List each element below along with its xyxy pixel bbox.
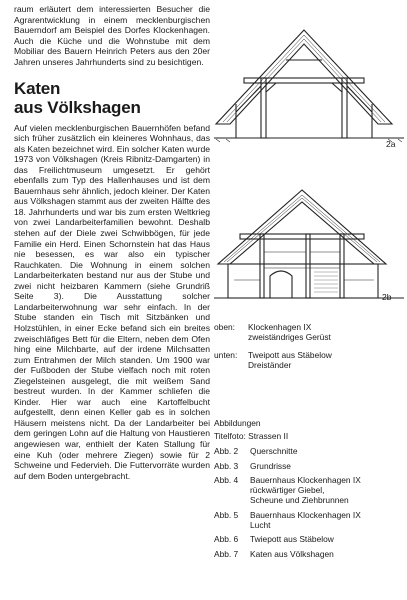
- caption-top-text: Klockenhagen IX zweiständriges Gerüst: [248, 322, 331, 342]
- caption-top: [214, 322, 404, 342]
- list-item: Abb. 4 Bauernhaus Klockenhagen IX rückwärtiger Giebel, Scheune und Ziehbrunnen: [214, 475, 361, 505]
- right-column: [214, 0, 404, 600]
- heading-line-1: Katen: [14, 78, 61, 98]
- list-item: Abb. 2 Querschnitte: [214, 445, 298, 456]
- heading-line-2: aus Völkshagen: [14, 97, 141, 117]
- caption-bottom-key: unten:: [214, 350, 238, 360]
- list-item: Abb. 6 Twiepott aus Stäbelow: [214, 534, 334, 545]
- abbildungen-titelfoto: Titelfoto: Strassen II: [214, 431, 289, 441]
- abbildungen-list: [214, 432, 404, 565]
- caption-bottom: [214, 350, 404, 370]
- figure-2b-label: 2b: [382, 292, 392, 302]
- figure-captions: [214, 322, 404, 372]
- section-heading: [14, 79, 210, 117]
- caption-top-key: oben:: [214, 322, 235, 332]
- figure-2a: [214, 26, 404, 149]
- intro-paragraph: raum erläutert dem interessierten Besucher die Agrarentwicklung in einem mecklenburgischen Bauerndorf am Beispiel des Dorfes Klockenhagen. Auch die Küche und die Wohnstube mit dem Mobiliar des Bauern Heinrich Peters aus den 20er Jahren unseres Jahrhunderts sind zu besichtigen.: [14, 4, 210, 67]
- left-column: [14, 4, 210, 481]
- caption-bottom-text: Tweipott aus Stäbelow Dreiständer: [248, 350, 332, 370]
- body-paragraph: Auf vielen mecklenburgischen Bauernhöfen befand sich früher zusätzlich ein kleineres Wohnhaus, das als Katen bezeichnet wird. Ein solcher Katen wurde 1973 von Völkshagen (Kreis Ribnitz-Damgarten) in das Freilichtmuseum umgesetzt. Er gehört ebenfalls zum Typ des Hallenhauses und ist dem Bauernhaus sehr ähnlich, jedoch kleiner. Der Katen aus Völkshagen stammt aus der zweiten Hälfte des 18. Jahrhunderts und war bis zum ersten Weltkrieg von zwei Landarbeiterfamilien bewohnt. Deshalb stehen auf der Diele zwei Schwibbögen, für jede Familie ein Herd. Einen Schornstein hat das Haus nie besessen, es war also ein typischer Rauchkaten. Die Wohnung in einem solchen Landarbeiterkaten bestand nur aus der Stube und zwei nicht heizbaren Kammern (siehe Grundriß Seite 3). Die Ausstattung solcher Landarbeiterwohnung war sehr einfach. In der Stube standen ein Tisch mit Sitzbänken und Holzstühlen, in einer Ecke befand sich ein breites zweischläfiges Bett für die Eltern, neben dem Ofen hing eine Milchbarte, auf der irdene Milchsatten zum Entrahmen der Milch standen. Um 1900 war der Fußboden der Stube vielfach noch mit roten Ziegelsteinen ausgelegt, die mit weißem Sand bestreut wurden. In der Kammer schliefen die Kinder. Hier war auch eine Kartoffelbucht aufgestellt, denn einen Keller gab es in solchen Häusern meistens nicht. Da der Landarbeiter bei dem geringen Lohn auf die Haltung von Haustieren angewiesen war, enthielt der Katen Stallung für eine Kuh (oder mehrere Ziegen) sowie für 2 Schweine und Federvieh. Die Futtervorräte wurden auf dem Boden untergebracht.: [14, 122, 210, 481]
- cross-section-2b-drawing: [214, 188, 404, 303]
- list-item: Abb. 5 Bauernhaus Klockenhagen IX Lucht: [214, 509, 361, 530]
- figure-2a-label: 2a: [386, 139, 396, 149]
- list-item: Abb. 3 Grundrisse: [214, 460, 291, 471]
- list-item: Abb. 7 Katen aus Völkshagen: [214, 549, 334, 560]
- abbildungen-title: Abbildungen: [214, 418, 261, 428]
- figure-2b: [214, 188, 404, 303]
- cross-section-2a-drawing: [214, 26, 404, 144]
